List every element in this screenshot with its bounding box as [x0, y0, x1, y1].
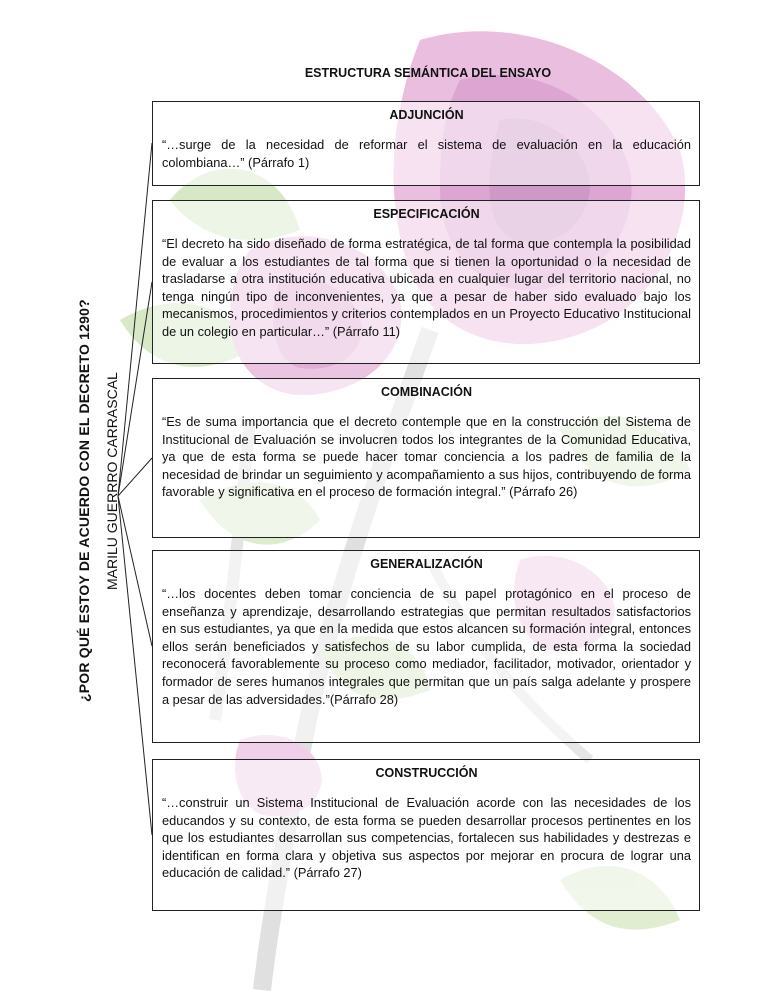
- page-title: ESTRUCTURA SEMÁNTICA DEL ENSAYO: [304, 66, 552, 80]
- section-heading: GENERALIZACIÓN: [370, 557, 483, 571]
- section-box-especificacion: [152, 200, 700, 364]
- section-heading: ADJUNCIÓN: [389, 108, 464, 122]
- section-box-construccion: [152, 759, 700, 911]
- section-heading: COMBINACIÓN: [381, 385, 472, 399]
- author-name-vertical: MARILU GUERRRO CARRASCAL: [104, 372, 120, 590]
- section-box-combinacion: [152, 378, 700, 538]
- section-quote: “El decreto ha sido diseñado de forma estratégica, de tal forma que contempla la posibilidad de evaluar a los estudiantes de tal forma que si tienen la oportunidad o la necesidad de trasladarse a otra institución educativa ubicada en cualquier lugar del territorio nacional, no tenga ningún tipo de inconvenientes, ya que a pesar de haber sido evaluado bajo los mecanismos, procedimientos y criterios contemplados en un Proyecto Educativo Institucional de un colegio en particular…” (Párrafo 11): [162, 236, 691, 339]
- section-heading: ESPECIFICACIÓN: [373, 207, 480, 221]
- section-quote: “…surge de la necesidad de reformar el sistema de evaluación en la educación colombiana…” (Párrafo 1): [162, 137, 691, 170]
- section-quote: “…los docentes deben tomar conciencia de su papel protagónico en el proceso de enseñanza y aprendizaje, desarrollando estrategias que permitan resultados satisfactorios en sus estudiantes, ya que en la medida que estos alcancen su formación integral, entonces ellos serán beneficiados y satisfechos de su labor cumplida, de esta forma la sociedad reconocerá favorablemente su proceso como mediador, facilitador, motivador, orientador y formador de seres humanos integrales que permitan que un país salga adelante y prospere a pesar de las adversidades.”(Párrafo 28): [162, 586, 691, 707]
- section-quote: “…construir un Sistema Institucional de Evaluación acorde con las necesidades de los educandos y su contexto, de esta forma se pueden desarrollar procesos pertinentes en los que los estudiantes desarrollan sus competencias, fortalecen sus habilidades y destrezas e identifican en forma clara y objetiva sus aspectos por mejorar en procura de lograr una educación de calidad.” (Párrafo 27): [162, 795, 691, 881]
- section-box-generalizacion: [152, 550, 700, 743]
- section-quote: “Es de suma importancia que el decreto contemple que en la construcción del Sistema de Institucional de Evaluación se involucren todos los integrantes de la Comunidad Educativa, ya que de esta forma se puede hacer tomar conciencia a los padres de familia de la necesidad de brindar un seguimiento y acompañamiento a sus hijos, contribuyendo de forma favorable y significativa en el proceso de formación integral.” (Párrafo 26): [162, 414, 691, 500]
- essay-question-vertical: ¿POR QUÉ ESTOY DE ACUERDO CON EL DECRETO 1290?: [76, 299, 92, 702]
- section-box-adjuncion: [152, 101, 700, 186]
- section-heading: CONSTRUCCIÓN: [375, 766, 478, 780]
